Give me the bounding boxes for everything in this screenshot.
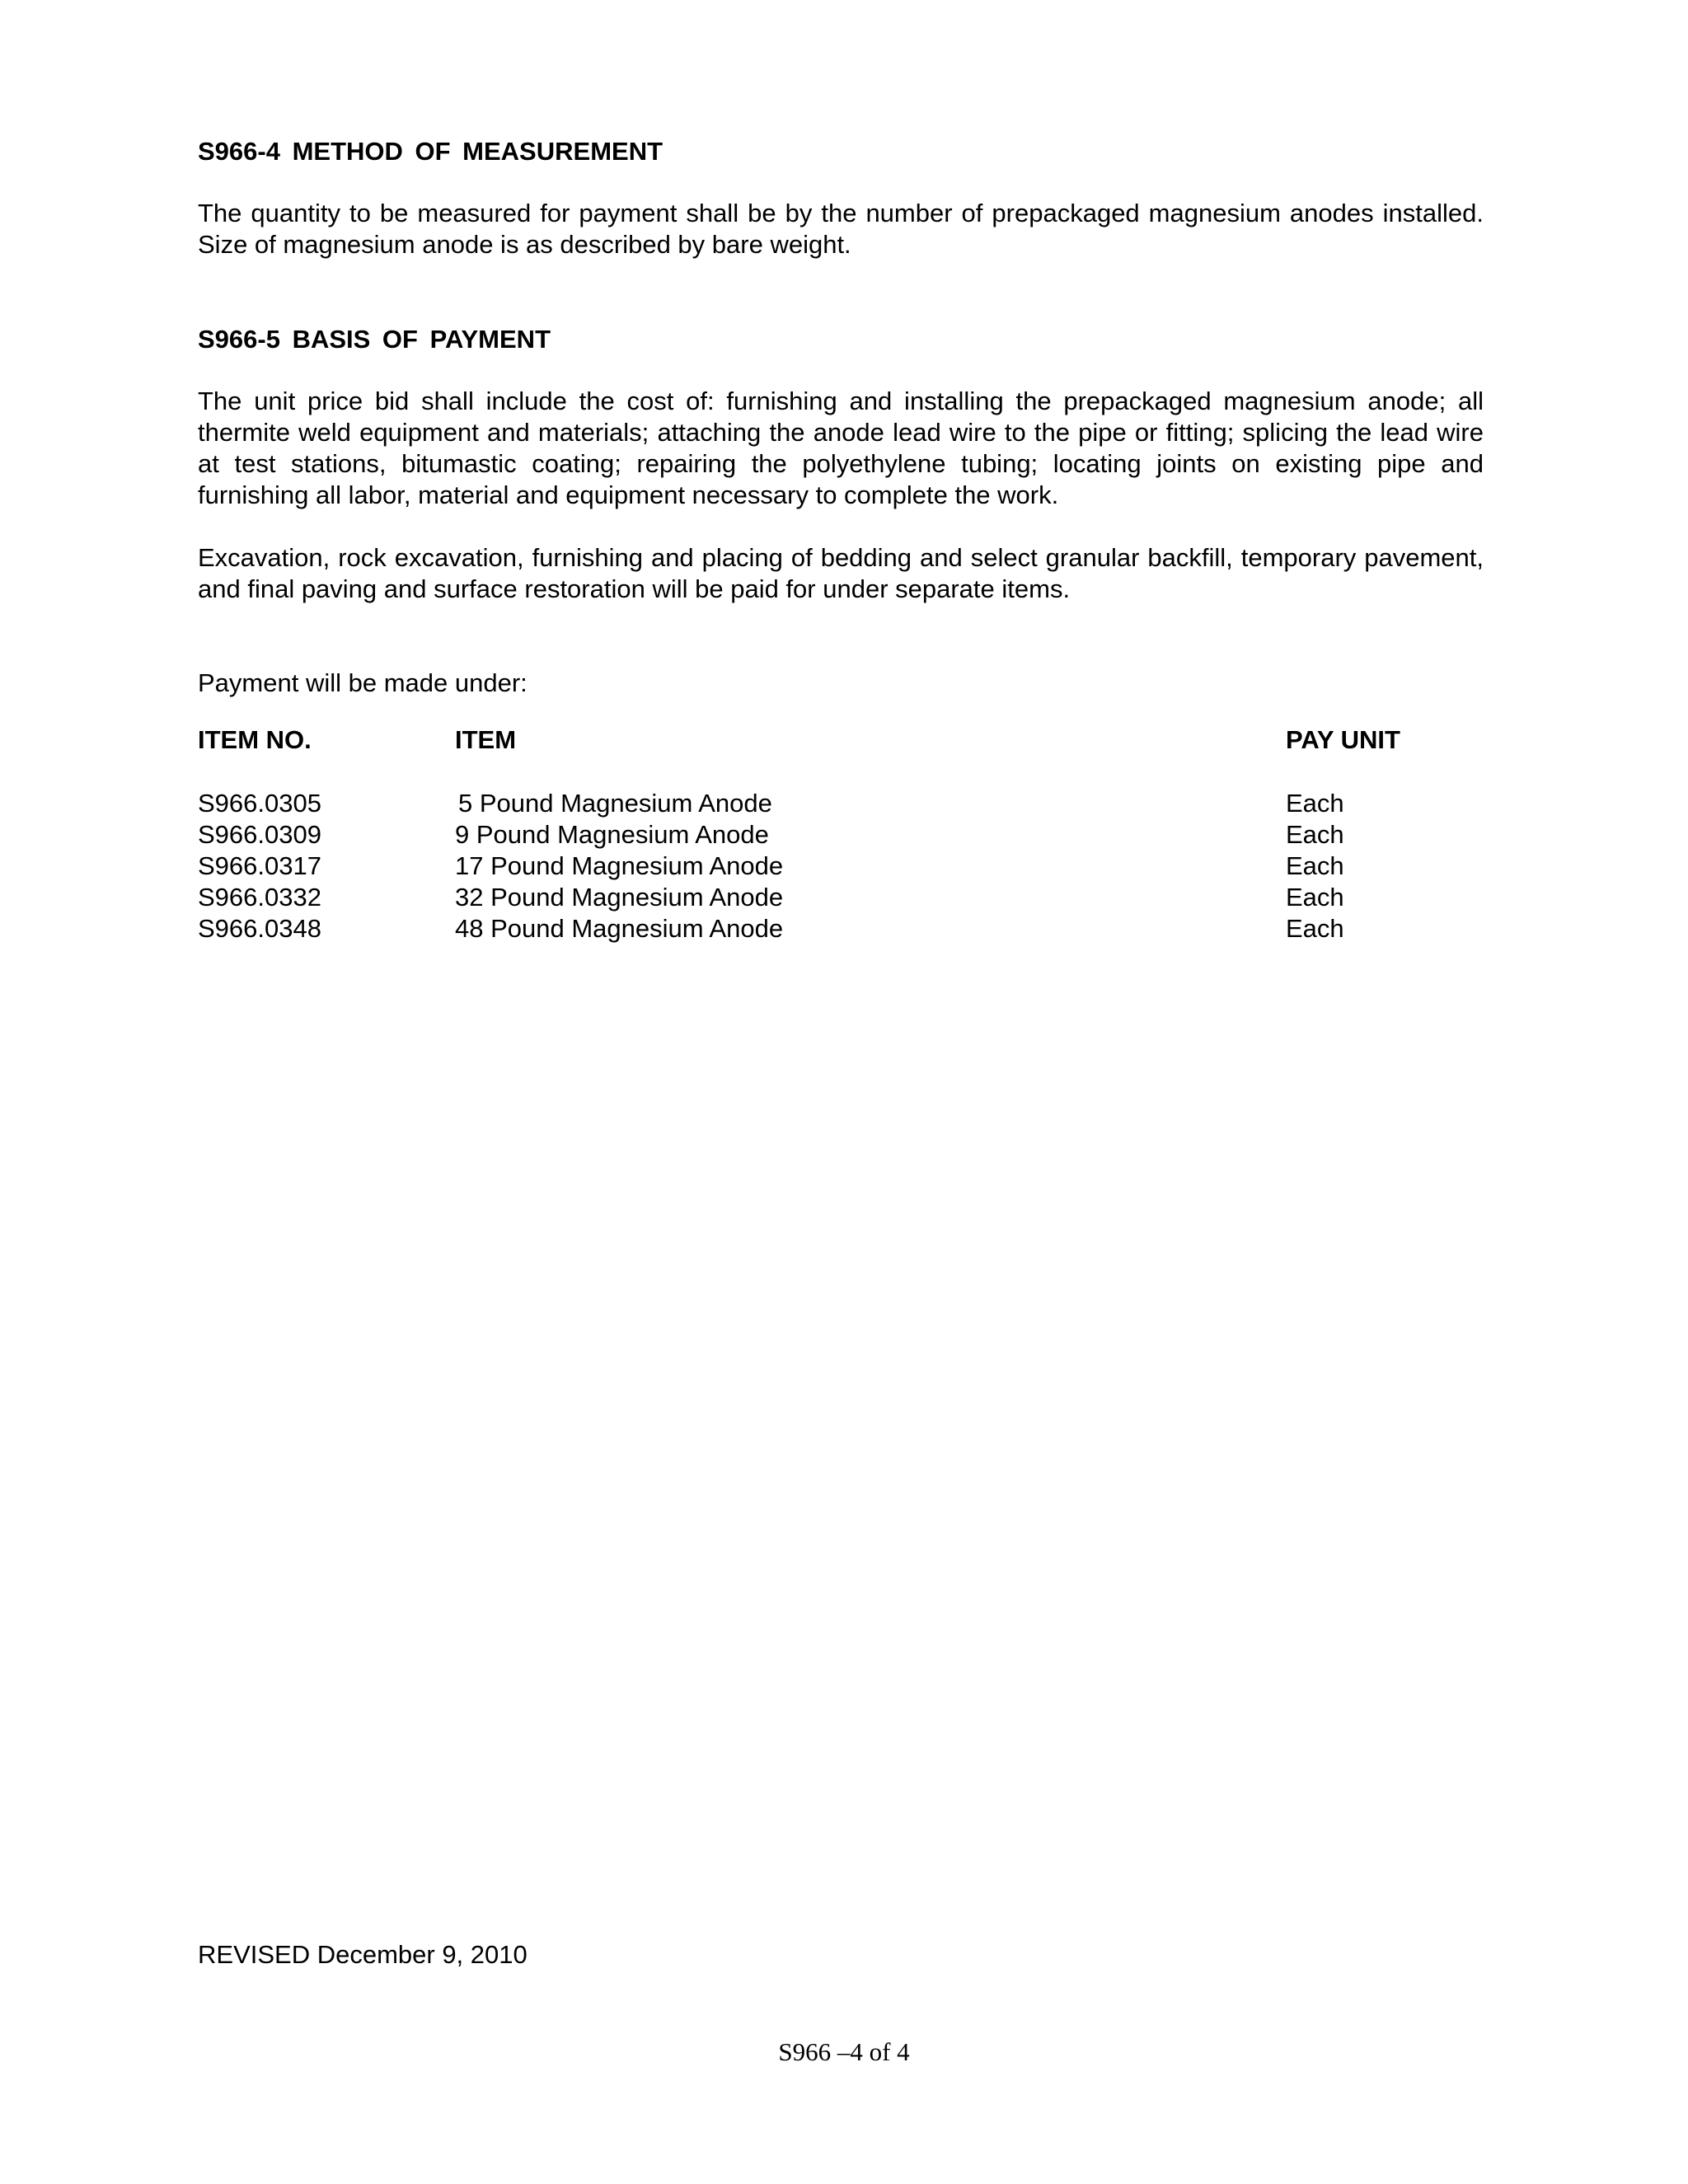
measurement-paragraph: The quantity to be measured for payment shall be by the number of prepackaged magnesium anodes installed. Size of magnesium anode is as described by bare weight. bbox=[198, 199, 1484, 259]
pay-unit: Each bbox=[1286, 851, 1344, 880]
table-row bbox=[198, 851, 1484, 882]
header-item-no: ITEM NO. bbox=[198, 725, 312, 754]
table-row bbox=[198, 882, 1484, 913]
item-number: S966.0309 bbox=[198, 820, 321, 849]
item-description: 5 Pound Magnesium Anode bbox=[458, 789, 772, 818]
item-number: S966.0305 bbox=[198, 789, 321, 818]
section-heading-basis-of-payment: S966-5 BASIS OF PAYMENT bbox=[198, 325, 551, 354]
header-item: ITEM bbox=[455, 725, 517, 754]
table-row bbox=[198, 913, 1484, 944]
table-header-row bbox=[198, 725, 1484, 760]
section-heading-method-of-measurement: S966-4 METHOD OF MEASUREMENT bbox=[198, 137, 663, 166]
table-row bbox=[198, 819, 1484, 851]
document-body bbox=[198, 135, 1484, 944]
item-description: 17 Pound Magnesium Anode bbox=[455, 851, 784, 880]
pay-items-table bbox=[198, 725, 1484, 944]
item-number: S966.0317 bbox=[198, 851, 321, 880]
header-pay-unit: PAY UNIT bbox=[1286, 725, 1400, 754]
pay-unit: Each bbox=[1286, 820, 1344, 849]
excavation-paragraph: Excavation, rock excavation, furnishing and placing of bedding and select granular backfill, temporary pavement, and final paving and surface restoration will be paid for under separate items. bbox=[198, 543, 1484, 603]
pay-unit: Each bbox=[1286, 883, 1344, 912]
table-row bbox=[198, 760, 1484, 819]
item-description: 48 Pound Magnesium Anode bbox=[455, 914, 784, 943]
pay-unit: Each bbox=[1286, 914, 1344, 943]
pay-unit: Each bbox=[1286, 789, 1344, 818]
item-number: S966.0348 bbox=[198, 914, 321, 943]
item-description: 9 Pound Magnesium Anode bbox=[455, 820, 769, 849]
payment-intro: Payment will be made under: bbox=[198, 668, 528, 697]
unit-price-paragraph: The unit price bid shall include the cost of: furnishing and installing the prepackaged magnesium anode; all thermite weld equipment and materials; attaching the anode lead wire to the pipe or fitting; splicing the lead wire at test stations, bitumastic coating; repairing the polyethylene tubing; locating joints on existing pipe and furnishing all labor, material and equipment necessary to complete the work. bbox=[198, 387, 1484, 509]
page-number: S966 –4 of 4 bbox=[778, 2037, 910, 2066]
revision-date: REVISED December 9, 2010 bbox=[198, 1940, 528, 1969]
item-description: 32 Pound Magnesium Anode bbox=[455, 883, 784, 912]
item-number: S966.0332 bbox=[198, 883, 321, 912]
